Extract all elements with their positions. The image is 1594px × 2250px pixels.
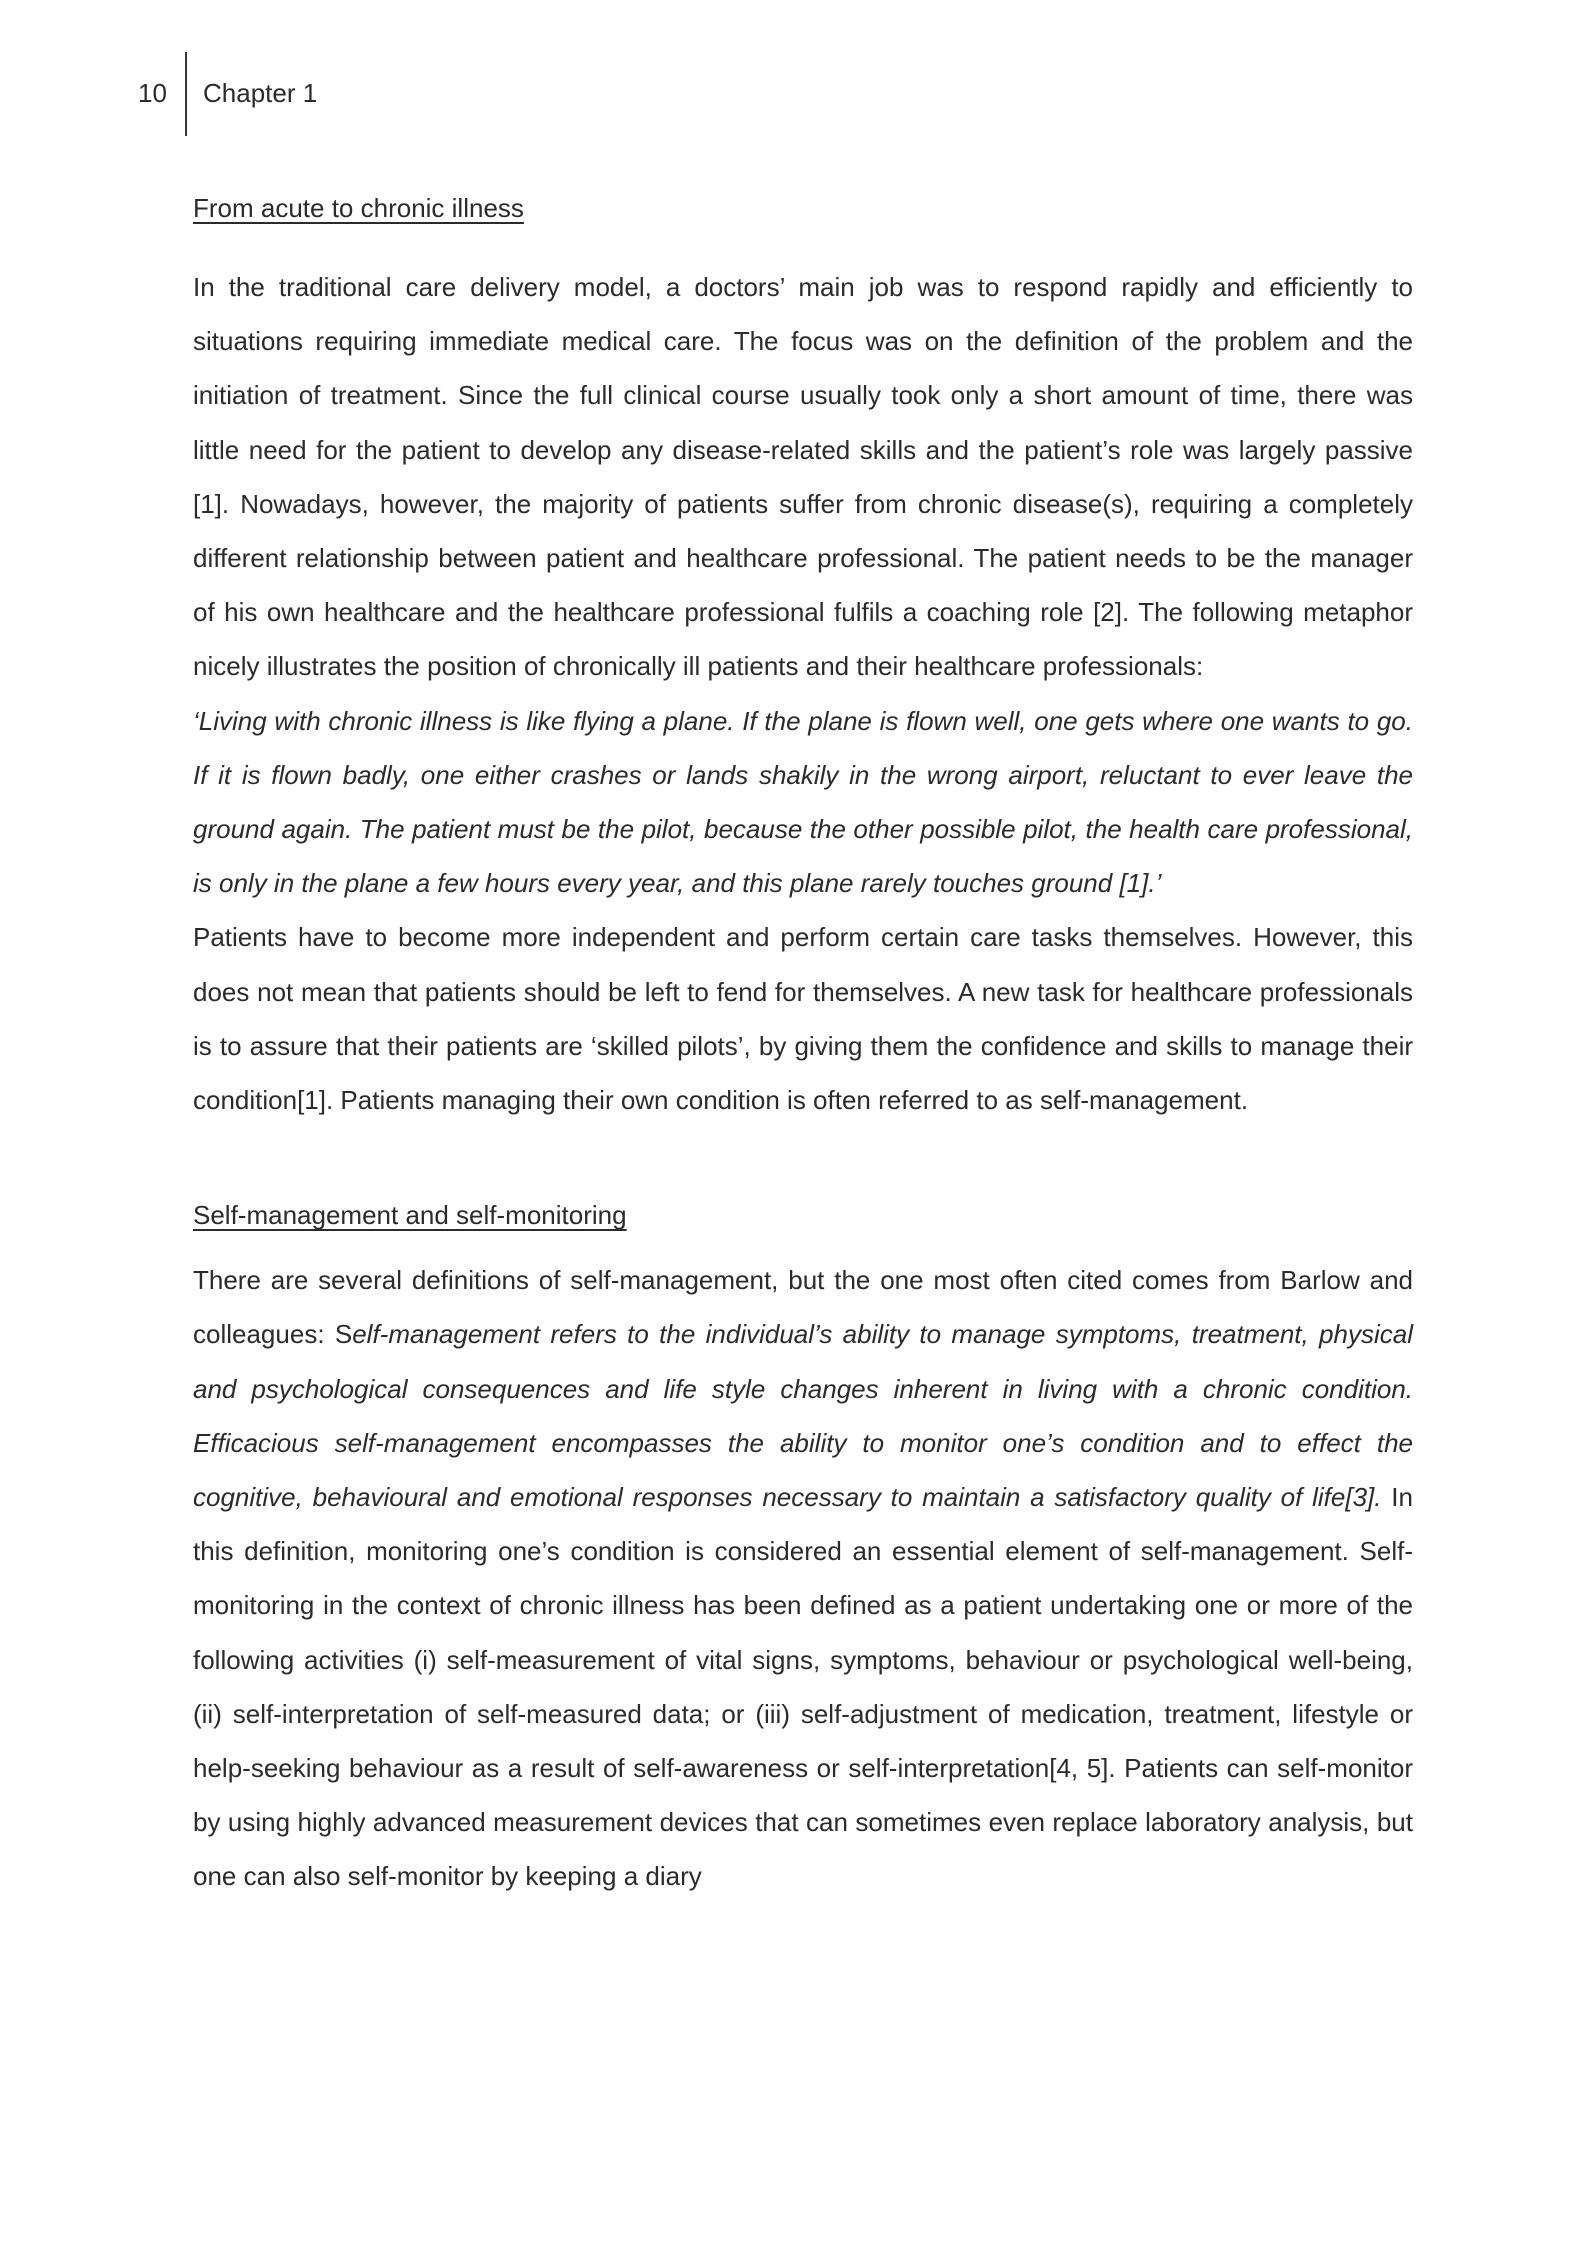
quote-text: ‘Living with chronic illness is like flying a plane. If the plane is flown well, one gets where one wants to go. If it is flown badly, one either crashes or lands shakily in the wrong airport, reluctant to ever leave the ground again. The patient must be the pilot, because the other possible pilot, the health care professional, is only in the plane a few hours every year, and this plane rarely touches ground [1].’ xyxy=(193,705,1413,899)
page-body xyxy=(193,190,1413,1904)
paragraph-self-management-definition xyxy=(193,1253,1413,1903)
definition-intro: There are several definitions of self-management, but the one most often cited comes from Barlow and colleagues: S xyxy=(193,1265,1413,1350)
section-heading-acute-chronic: From acute to chronic illness xyxy=(193,193,524,223)
header-divider xyxy=(185,52,187,136)
page-number: 10 xyxy=(138,78,167,108)
chapter-label: Chapter 1 xyxy=(203,78,318,108)
paragraph-traditional-care: In the traditional care delivery model, a doctors’ main job was to respond rapidly and efficiently to situations requiring immediate medical care. The focus was on the definition of the problem and the initiation of treatment. Since the full clinical course usually took only a short amount of time, there was little need for the patient to develop any disease-related skills and the patient’s role was largely passive [1]. Nowadays, however, the majority of patients suffer from chronic disease(s), requiring a completely different relationship between patient and healthcare professional. The patient needs to be the manager of his own healthcare and the healthcare professional fulfils a coaching role [2]. The following metaphor nicely illustrates the position of chronically ill patients and their healthcare professionals: xyxy=(193,272,1413,682)
paragraph-skilled-pilots: Patients have to become more independent and perform certain care tasks themselves. However, this does not mean that patients should be left to fend for themselves. A new task for healthcare professionals is to assure that their patients are ‘skilled pilots’, by giving them the confidence and skills to manage their condition[1]. Patients managing their own condition is often referred to as self-management. xyxy=(193,922,1413,1116)
definition-continuation: In this definition, monitoring one’s condition is considered an essential element of self-management. Self-monitoring in the context of chronic illness has been defined as a patient undertaking one or more of the following activities (i) self-measurement of vital signs, symptoms, behaviour or psychological well-being, (ii) self-interpretation of self-measured data; or (iii) self-adjustment of medication, treatment, lifestyle or help-seeking behaviour as a result of self-awareness or self-interpretation[4, 5]. Patients can self-monitor by using highly advanced measurement devices that can sometimes even replace laboratory analysis, but one can also self-monitor by keeping a diary xyxy=(193,1482,1413,1892)
running-head xyxy=(0,48,600,138)
section-heading-self-management: Self-management and self-monitoring xyxy=(193,1200,627,1231)
quote-flying-plane xyxy=(193,694,1413,911)
definition-quote: elf-management refers to the individual’s ability to manage symptoms, treatment, physical and psychological consequences and life style changes inherent in living with a chronic condition. Efficacious self-management encompasses the ability to monitor one’s condition and to effect the cognitive, behavioural and emotional responses necessary to maintain a satisfactory quality of life[3]. xyxy=(193,1319,1413,1513)
